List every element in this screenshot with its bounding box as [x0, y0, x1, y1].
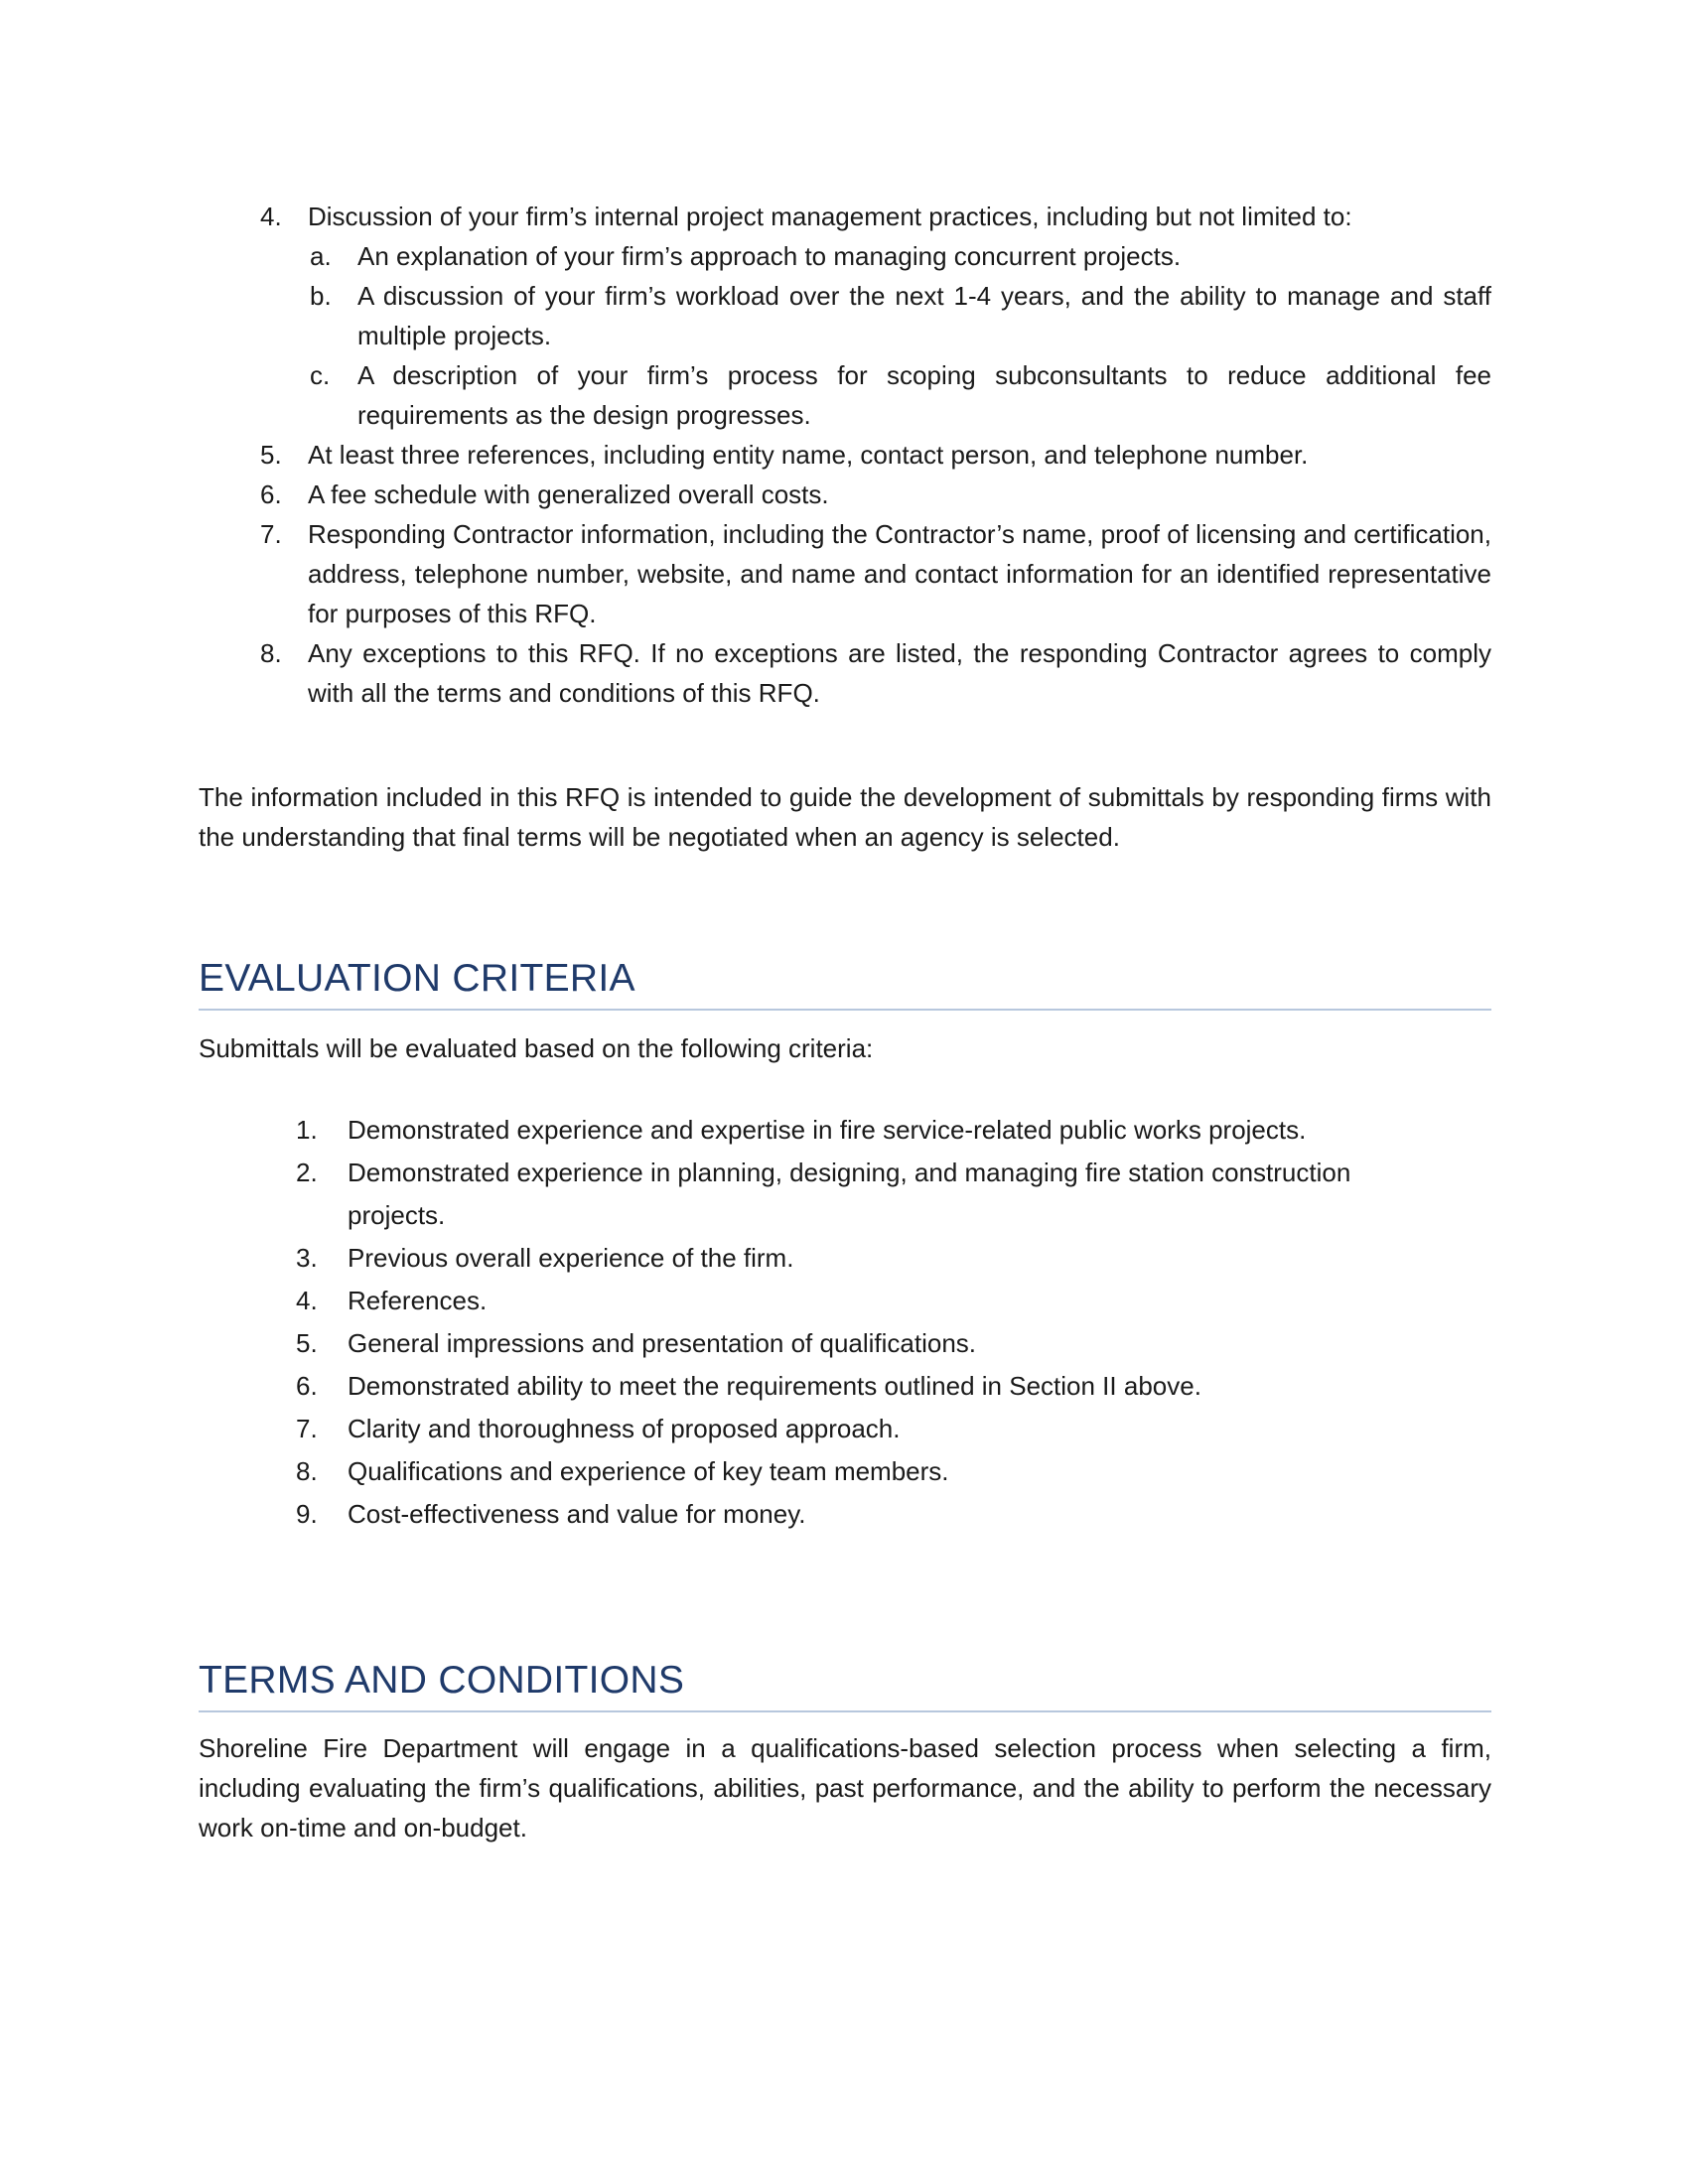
list-number: 6. [260, 479, 282, 509]
list-number: 4. [260, 202, 282, 231]
criteria-number: 4. [296, 1286, 318, 1315]
list-number: 7. [260, 519, 282, 549]
criteria-text: Qualifications and experience of key team members. [348, 1456, 949, 1486]
sub-list-item-text: An explanation of your firm’s approach to managing concurrent projects. [357, 241, 1182, 271]
sub-list-item [260, 236, 1491, 276]
sub-list-item-text: A discussion of your firm’s workload over the next 1-4 years, and the ability to manage and staff multiple projects. [357, 281, 1491, 350]
list-item [260, 435, 1491, 475]
list-number: 5. [260, 440, 282, 470]
criteria-number: 3. [296, 1243, 318, 1273]
sub-list-item [260, 355, 1491, 435]
criteria-item [296, 1280, 1448, 1322]
criteria-text: Cost-effectiveness and value for money. [348, 1499, 806, 1529]
sub-list-letter: b. [310, 281, 332, 311]
criteria-text: General impressions and presentation of qualifications. [348, 1328, 977, 1358]
list-item [260, 197, 1491, 236]
sub-list-letter: a. [310, 241, 332, 271]
list-item [260, 633, 1491, 713]
evaluation-criteria-list [296, 1109, 1448, 1536]
submittal-requirements-list [260, 197, 1491, 713]
criteria-number: 1. [296, 1115, 318, 1145]
criteria-item [296, 1109, 1448, 1152]
list-item-text: Responding Contractor information, including the Contractor’s name, proof of licensing and certification, address, telephone number, website, and name and contact information for an identified representative for purposes of this RFQ. [308, 519, 1491, 628]
sub-list-item-text: A description of your firm’s process for scoping subconsultants to reduce additional fee requirements as the design progresses. [357, 360, 1491, 430]
sub-list-item [260, 276, 1491, 355]
criteria-item [296, 1408, 1448, 1450]
heading-underline [199, 1009, 1491, 1011]
criteria-number: 9. [296, 1499, 318, 1529]
criteria-number: 5. [296, 1328, 318, 1358]
list-item-text: Any exceptions to this RFQ. If no exceptions are listed, the responding Contractor agrees to comply with all the terms and conditions of this RFQ. [308, 638, 1491, 708]
criteria-text: Demonstrated experience and expertise in fire service-related public works projects. [348, 1115, 1307, 1145]
sub-list [260, 236, 1491, 435]
criteria-number: 7. [296, 1414, 318, 1443]
criteria-item [296, 1493, 1448, 1536]
criteria-text: Previous overall experience of the firm. [348, 1243, 794, 1273]
criteria-number: 8. [296, 1456, 318, 1486]
criteria-number: 2. [296, 1158, 318, 1187]
list-item-text: A fee schedule with generalized overall costs. [308, 479, 829, 509]
criteria-item [296, 1365, 1448, 1408]
list-item [260, 475, 1491, 514]
list-number: 8. [260, 638, 282, 668]
list-item-text: At least three references, including entity name, contact person, and telephone number. [308, 440, 1309, 470]
evaluation-intro: Submittals will be evaluated based on the following criteria: [199, 1033, 874, 1063]
terms-and-conditions-heading: TERMS AND CONDITIONS [199, 1659, 685, 1702]
criteria-text: Demonstrated experience in planning, designing, and managing fire station construction projects. [348, 1158, 1351, 1230]
heading-underline [199, 1710, 1491, 1712]
criteria-number: 6. [296, 1371, 318, 1401]
criteria-text: References. [348, 1286, 488, 1315]
criteria-item [296, 1322, 1448, 1365]
information-paragraph: The information included in this RFQ is intended to guide the development of submittals by responding firms with the understanding that final terms will be negotiated when an agency is selected. [199, 782, 1491, 852]
criteria-item [296, 1152, 1448, 1237]
sub-list-letter: c. [310, 360, 331, 390]
criteria-text: Demonstrated ability to meet the requirements outlined in Section II above. [348, 1371, 1201, 1401]
criteria-item [296, 1450, 1448, 1493]
terms-paragraph: Shoreline Fire Department will engage in a qualifications-based selection process when selecting a firm, including evaluating the firm’s qualifications, abilities, past performance, and the ability to perform the necessary work on-time and on-budget. [199, 1733, 1491, 1843]
criteria-item [296, 1237, 1448, 1280]
criteria-text: Clarity and thoroughness of proposed approach. [348, 1414, 901, 1443]
evaluation-criteria-heading: EVALUATION CRITERIA [199, 957, 635, 1000]
list-item-text: Discussion of your firm’s internal project management practices, including but not limited to: [308, 202, 1352, 231]
list-item [260, 514, 1491, 633]
